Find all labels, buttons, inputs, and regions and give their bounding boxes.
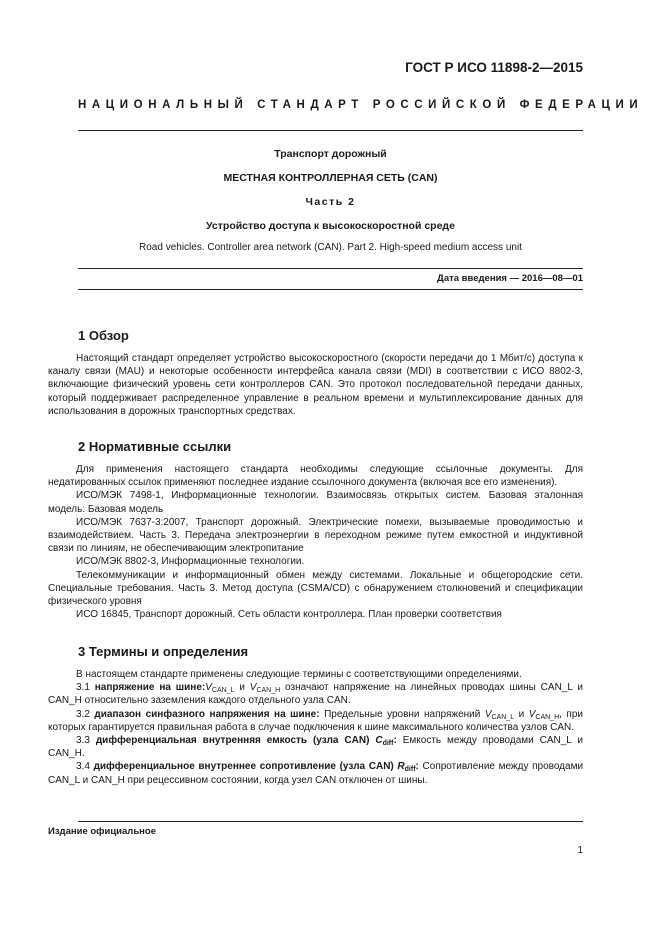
term-definition: 3.3 дифференциальная внутренняя емкость (узла CAN) $C_{diff}$: Емкость между проводами CAN_L и CAN_H. [48,735,584,760]
term-name: дифференциальная внутренняя емкость (узла CAN) [95,735,370,747]
divider [78,268,583,269]
paragraph: Настоящий стандарт определяет устройство высокоскоростного (скорости передачи до 1 Мбит/с) доступа к каналу связи (MAU) и некоторые особенности интерфейса канала связи (MDI) в соответствии с ИСО 8802-3, включающие физический уровень сети контроллеров CAN. Это протокол последовательной передачи данных, который поддерживает распределенное управление в реальном времени и мультиплексирование данных для использования в дорожных транспортных средствах. [48,353,583,417]
reference-item: ИСО/МЭК 8802-3, Информационные технологии. [76,556,305,568]
edition-label: Издание официальное [48,826,156,837]
document-title: МЕСТНАЯ КОНТРОЛЛЕРНАЯ СЕТЬ (CAN) [223,172,438,184]
term-name: диапазон синфазного напряжения на шине: [94,708,320,720]
introduction-date: Дата введения — 2016—08—01 [437,273,583,284]
section-body [48,352,583,418]
reference-item: ИСО/МЭК 7637-3:2007, Транспорт дорожный. Электрические помехи, вызываемые проводимостью и взаимодействием. Часть 3. Передача электроэнергии в переходном режиме путем емкостной и индуктивной связи по линиям, не обеспечивающим электропитание [48,516,583,555]
paragraph: В настоящем стандарте применены следующие термины с соответствующими определениями. [76,669,522,680]
section-heading: 2 Нормативные ссылки [78,439,232,454]
term-definition: 3.2 диапазон синфазного напряжения на шине: Предельные уровни напряжений $V_{CAN\_L}$ и $V_{CAN\_H}$, при которых гарантируется правильная работа в случае подключения к шине максимального количества узлов CAN. [48,708,583,733]
document-subject: Транспорт дорожный [274,148,387,160]
page-number: 1 [577,845,583,856]
national-standard-title: НАЦИОНАЛЬНЫЙ СТАНДАРТ РОССИЙСКОЙ ФЕДЕРАЦИИ [78,99,644,111]
divider [78,289,583,290]
section-body [48,463,583,621]
reference-item: ИСО 16845, Транспорт дорожный. Сеть области контроллера. План проверки соответствия [76,609,502,621]
section-heading: 1 Обзор [78,328,129,343]
divider [78,130,583,131]
standard-code: ГОСТ Р ИСО 11898-2—2015 [405,60,583,75]
footer-divider [78,821,583,822]
term-definition: 3.4 дифференциальное внутреннее сопротивление (узла CAN) $R_{diff}$: Сопротивление между проводами CAN_L и CAN_H при рецессивном состоянии, когда узел CAN отключен от шины. [48,761,584,786]
paragraph: Для применения настоящего стандарта необходимы следующие ссылочные документы. Для недатированных ссылок применяют последнее издание ссылочного документа (включая все его изменения). [48,464,583,489]
term-name: дифференциальное внутреннее сопротивление (узла CAN) [93,761,394,773]
document-subtitle: Устройство доступа к высокоскоростной среде [206,220,455,232]
reference-item: ИСО/МЭК 7498-1, Информационные технологии. Взаимосвязь открытых систем. Базовая эталонная модель: Базовая модель [48,490,583,515]
english-title: Road vehicles. Controller area network (CAN). Part 2. High-speed medium access unit [139,242,522,253]
document-part: Часть 2 [305,196,356,208]
section-body [48,668,583,787]
section-heading: 3 Термины и определения [78,644,249,659]
term-name: напряжение на шине: [94,682,206,694]
reference-item: Телекоммуникации и информационный обмен между системами. Локальные и общегородские сети. Специальные требования. Часть 3. Метод доступа (CSMA/CD) с обнаружением столкновений и спецификации физического уровня [48,569,583,608]
term-definition: 3.1 напряжение на $шине:V_{CAN\_L}$ и $V_{CAN\_H}$ означают напряжение на линейных проводах шины CAN_L и CAN_H относительно заземления каждого отдельного узла CAN. [48,682,583,707]
